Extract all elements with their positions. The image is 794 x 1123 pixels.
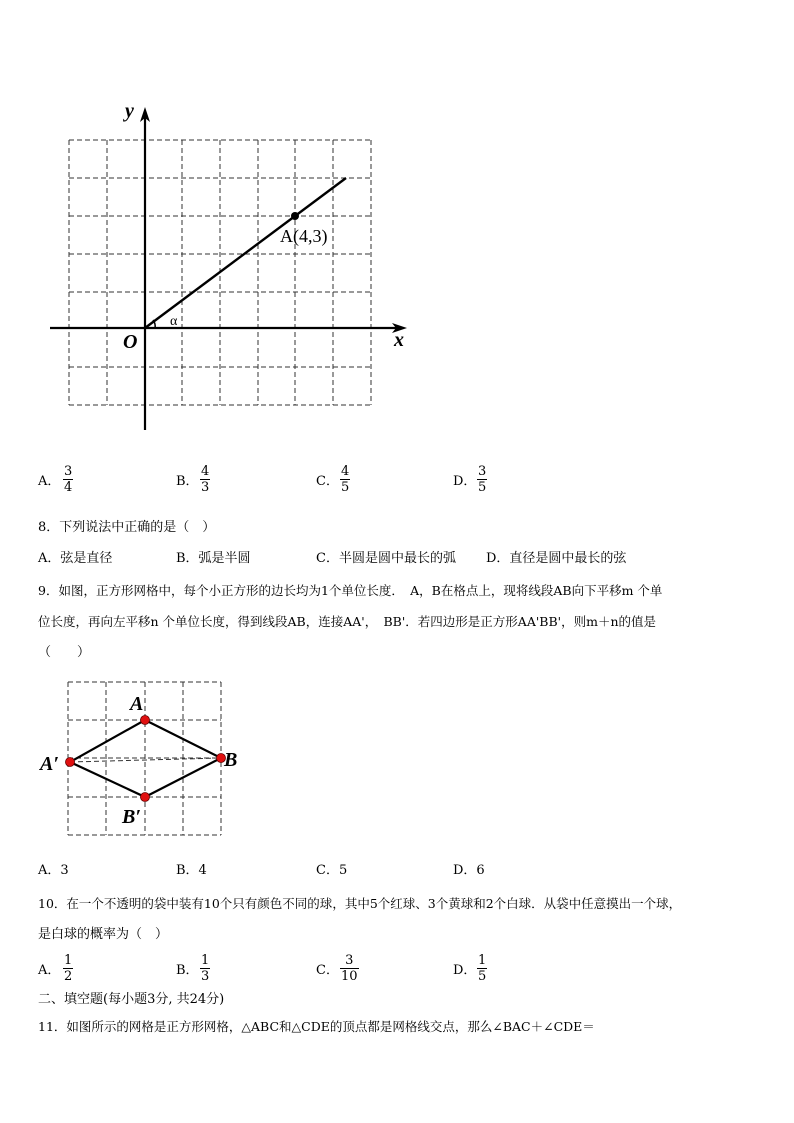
q9-label-a: A <box>130 693 144 715</box>
q10-option-d-fraction: $\frac{1}{5}$ <box>478 953 487 984</box>
q9-point-b-prime <box>141 793 150 802</box>
q10-option-a-fraction: $\frac{1}{2}$ <box>64 953 73 984</box>
q7-option-c-label: C． <box>316 474 339 489</box>
q9-option-c: C．5 <box>316 863 348 878</box>
q9-stem-line2: 位长度，再向左平移n 个单位长度，得到线段AB，连接AA'， BB'．若四边形是正方形AA'BB'，则m＋n的值是 <box>38 614 656 629</box>
x-axis-label: x <box>394 329 404 351</box>
q10-option-a-label: A． <box>38 963 61 978</box>
q11-stem: 11．如图所示的网格是正方形网格，△ABC和△CDE的顶点都是网格线交点，那么∠BAC＋∠CDE＝ <box>38 1019 595 1034</box>
q9-label-b-prime: B′ <box>122 806 141 828</box>
q9-dashed-grid <box>68 682 221 835</box>
q7-option-b-label: B． <box>176 474 199 489</box>
point-a-label: A(4,3) <box>280 226 328 246</box>
q9-stem-line1: 9．如图，正方形网格中，每个小正方形的边长均为1个单位长度． A，B在格点上，现将线段AB向下平移m 个单 <box>38 583 663 598</box>
q10-option-b-fraction: $\frac{1}{3}$ <box>201 953 210 984</box>
q7-option-d-label: D． <box>453 474 477 489</box>
ray-line <box>145 178 346 328</box>
q9-option-a: A．3 <box>38 863 69 878</box>
q8-option-c: C．半圆是圆中最长的弧 <box>316 551 456 566</box>
q9-label-b: B <box>224 749 238 771</box>
q10-option-b-label: B． <box>176 963 199 978</box>
angle-label: α <box>170 314 178 329</box>
origin-label: O <box>123 331 138 353</box>
q9-stem-line3: （ ） <box>38 645 91 660</box>
q7-option-a-label: A． <box>38 474 61 489</box>
section-heading: 二、填空题(每小题3分, 共24分) <box>38 992 225 1007</box>
q10-stem-line1: 10．在一个不透明的袋中装有10个只有颜色不同的球，其中5个红球、3个黄球和2个白球．从袋中任意摸出一个球， <box>38 896 682 911</box>
q10-stem-line2: 是白球的概率为（ ） <box>38 927 169 942</box>
q9-label-a-prime: A′ <box>40 753 59 775</box>
q10-option-d-label: D． <box>453 963 477 978</box>
q9-option-b: B．4 <box>176 863 207 878</box>
coordinate-figure <box>40 95 420 440</box>
q10-option-c-label: C． <box>316 963 339 978</box>
axes <box>50 115 400 430</box>
q9-grid-figure <box>38 676 258 840</box>
q7-option-d-fraction: $\frac{3}{5}$ <box>478 464 487 495</box>
q8-option-a: A．弦是直径 <box>38 551 113 566</box>
q10-option-c-fraction: $\frac{3}{10}$ <box>341 953 358 984</box>
q7-option-c-fraction: $\frac{4}{5}$ <box>341 464 350 495</box>
q9-point-a <box>141 716 150 725</box>
y-axis-label: y <box>125 100 134 122</box>
q7-option-b-fraction: $\frac{4}{3}$ <box>201 464 210 495</box>
point-a <box>291 212 299 220</box>
q9-option-d: D．6 <box>453 863 485 878</box>
q9-point-a-prime <box>66 758 75 767</box>
q7-option-a-fraction: $\frac{3}{4}$ <box>64 464 73 495</box>
q8-stem: 8．下列说法中正确的是（ ） <box>38 520 216 535</box>
q8-option-d: D．直径是圆中最长的弦 <box>486 551 627 566</box>
q8-option-b: B．弧是半圆 <box>176 551 251 566</box>
